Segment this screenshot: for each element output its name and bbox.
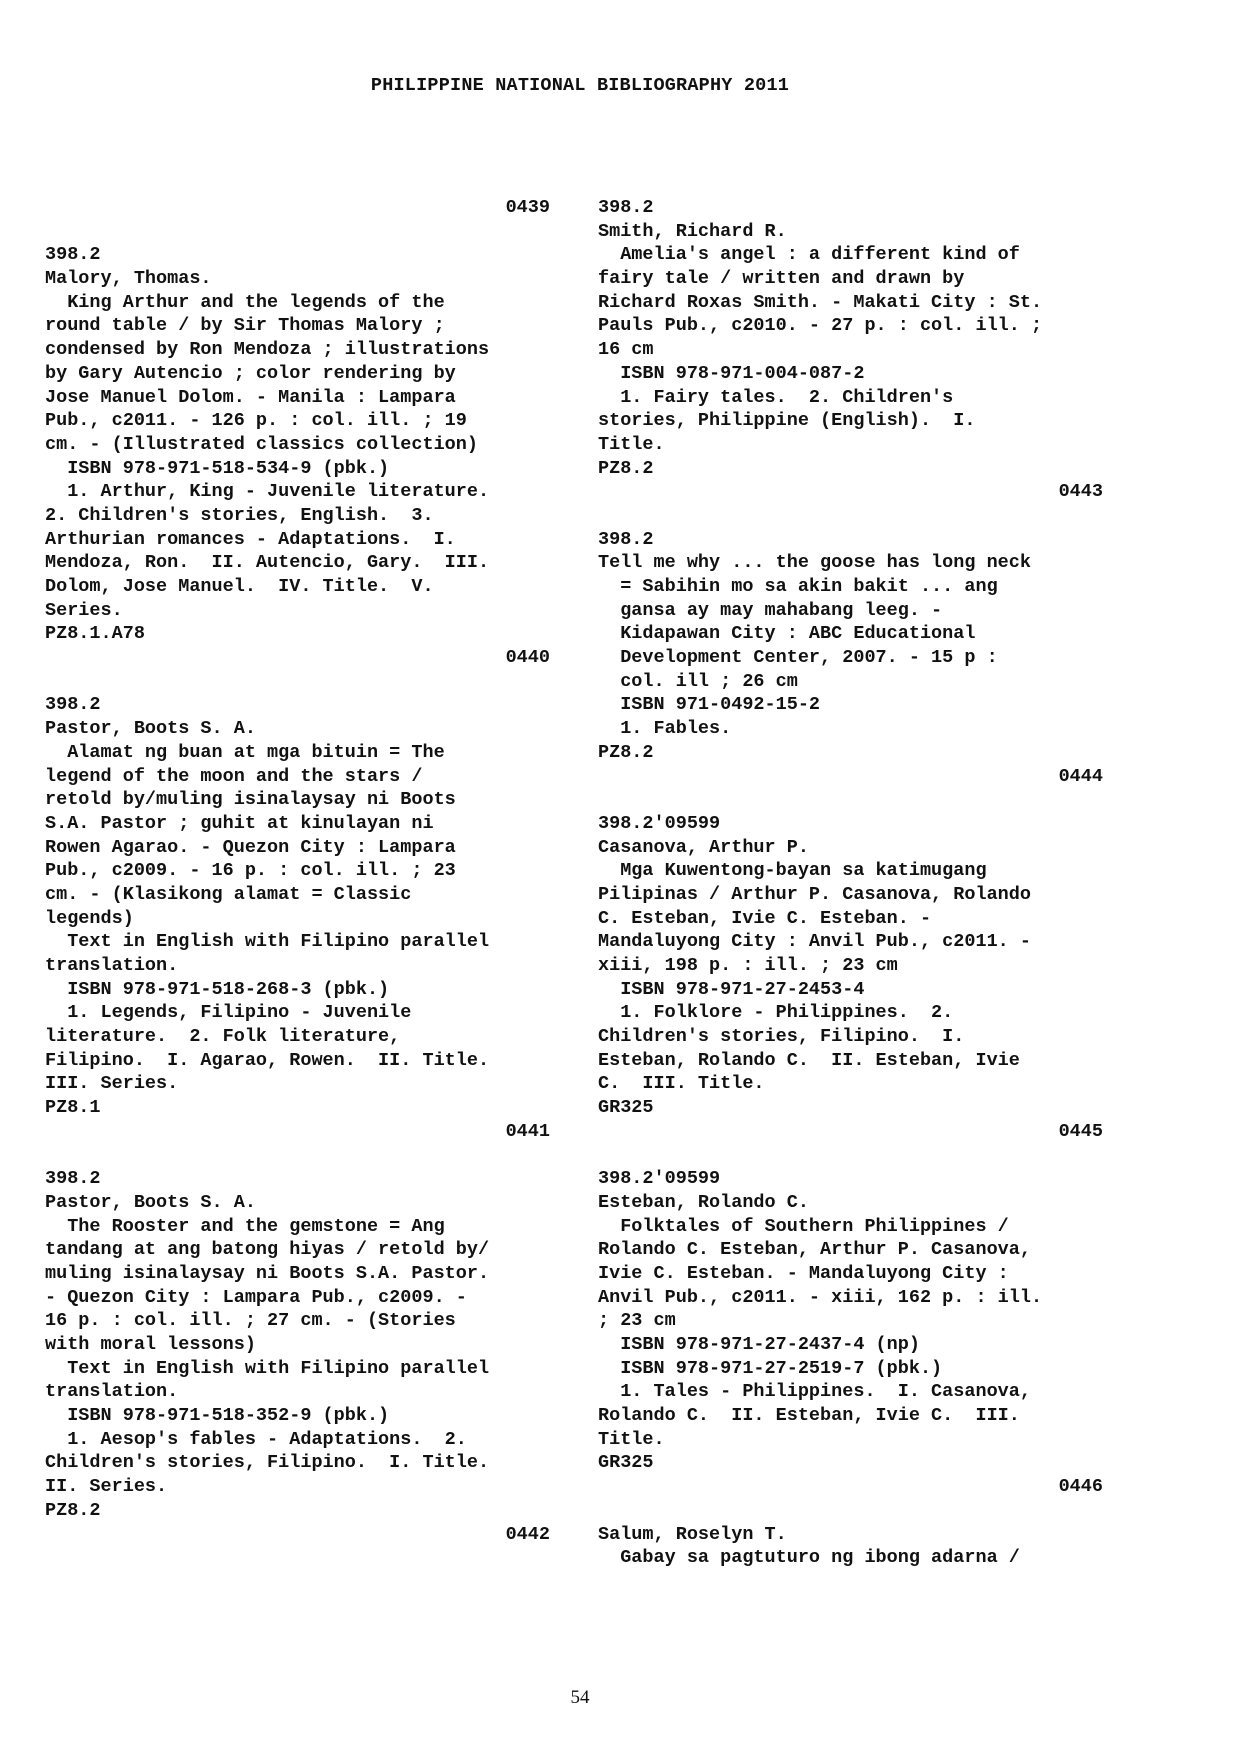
- entry-line: Mga Kuwentong-bayan sa katimugang: [598, 860, 987, 882]
- entry-line: Smith, Richard R.: [598, 220, 787, 242]
- entry-line: 398.2'09599: [598, 812, 721, 834]
- entry-line: cm. - (Klasikong alamat = Classic: [45, 883, 412, 905]
- entry-line: by Gary Autencio ; color rendering by: [45, 362, 456, 384]
- entry-line: - Quezon City : Lampara Pub., c2009. -: [45, 1286, 467, 1308]
- entry-number: 0440: [505, 647, 550, 669]
- entry-line: Jose Manuel Dolom. - Manila : Lampara: [45, 386, 456, 408]
- entry-line: PZ8.2: [598, 457, 654, 479]
- entry-line: 16 p. : col. ill. ; 27 cm. - (Stories: [45, 1310, 456, 1332]
- entry-line: PZ8.1: [45, 1097, 101, 1119]
- entry-line: fairy tale / written and drawn by: [598, 268, 965, 290]
- entry-line: translation.: [45, 955, 179, 976]
- entry-line: Rolando C. Esteban, Arthur P. Casanova,: [598, 1239, 1031, 1261]
- entry-line: = Sabihin mo sa akin bakit ... ang: [598, 576, 998, 597]
- entry-line: PZ8.1.A78: [45, 623, 145, 645]
- entry-line: Esteban, Rolando C.: [598, 1191, 809, 1213]
- entry-line: Dolom, Jose Manuel. IV. Title. V.: [45, 576, 434, 597]
- entry-line: Ivie C. Esteban. - Mandaluyong City :: [598, 1262, 1009, 1284]
- entry-line: Title.: [598, 1428, 665, 1450]
- left-column: [45, 196, 550, 1546]
- entry-line: Alamat ng buan at mga bituin = The: [45, 741, 445, 763]
- entry-line: ISBN 978-971-518-534-9 (pbk.): [45, 457, 390, 479]
- entry-line: 2. Children's stories, English. 3.: [45, 504, 434, 526]
- entry-line: Mandaluyong City : Anvil Pub., c2011. -: [598, 931, 1031, 953]
- entry-line: condensed by Ron Mendoza ; illustrations: [45, 339, 490, 361]
- entry-number: 0441: [505, 1120, 550, 1142]
- right-column: [598, 196, 1103, 1570]
- blank-line: [45, 1144, 550, 1168]
- entry-line: 398.2: [45, 694, 101, 716]
- entry-line: ISBN 978-971-004-087-2: [598, 362, 865, 384]
- entry-line: Salum, Roselyn T.: [598, 1523, 787, 1545]
- entry-line: translation.: [45, 1381, 179, 1403]
- entry-line: 398.2: [598, 197, 654, 218]
- entry-line: ISBN 978-971-27-2453-4: [598, 978, 865, 1000]
- entry-line: Title.: [598, 433, 665, 455]
- entry-line: Rolando C. II. Esteban, Ivie C. III.: [598, 1405, 1020, 1427]
- entry-number: 0446: [1058, 1476, 1103, 1498]
- blank-line: [598, 1499, 1103, 1523]
- entry-line: Malory, Thomas.: [45, 268, 212, 290]
- entry-line: Amelia's angel : a different kind of: [598, 244, 1020, 266]
- entry-line: II. Series.: [45, 1476, 168, 1498]
- entry-line: round table / by Sir Thomas Malory ;: [45, 315, 445, 337]
- entry-line: Rowen Agarao. - Quezon City : Lampara: [45, 836, 456, 858]
- entry-line: 1. Arthur, King - Juvenile literature.: [45, 481, 490, 503]
- entry-line: 1. Tales - Philippines. I. Casanova,: [598, 1381, 1031, 1403]
- entry-line: xiii, 198 p. : ill. ; 23 cm: [598, 955, 898, 976]
- entry-line: King Arthur and the legends of the: [45, 291, 445, 313]
- entry-line: 398.2: [45, 244, 101, 266]
- entry-line: Casanova, Arthur P.: [598, 836, 809, 858]
- entry-line: PZ8.2: [598, 741, 654, 763]
- entry-line: Children's stories, Filipino. I. Title.: [45, 1452, 490, 1474]
- entry-number: 0445: [1058, 1120, 1103, 1142]
- entry-line: Mendoza, Ron. II. Autencio, Gary. III.: [45, 552, 490, 574]
- entry-line: Richard Roxas Smith. - Makati City : St.: [598, 291, 1043, 313]
- entry-line: Folktales of Southern Philippines /: [598, 1215, 1009, 1237]
- entry-line: Anvil Pub., c2011. - xiii, 162 p. : ill.: [598, 1286, 1043, 1308]
- entry-line: III. Series.: [45, 1073, 179, 1095]
- entry-line: legend of the moon and the stars /: [45, 765, 423, 787]
- entry-line: PZ8.2: [45, 1499, 101, 1521]
- entry-line: S.A. Pastor ; guhit at kinulayan ni: [45, 812, 434, 834]
- entry-line: 1. Legends, Filipino - Juvenile: [45, 1002, 412, 1024]
- entry-line: 398.2: [45, 1168, 101, 1190]
- entry-line: ISBN 971-0492-15-2: [598, 694, 821, 716]
- entry-line: Pastor, Boots S. A.: [45, 1191, 256, 1213]
- entry-line: GR325: [598, 1452, 654, 1474]
- entry-line: ; 23 cm: [598, 1310, 676, 1332]
- entry-line: GR325: [598, 1097, 654, 1119]
- blank-line: [45, 670, 550, 694]
- entry-line: Pub., c2011. - 126 p. : col. ill. ; 19: [45, 410, 467, 432]
- entry-line: ISBN 978-971-518-352-9 (pbk.): [45, 1405, 390, 1427]
- entry-number: 0442: [505, 1523, 550, 1545]
- entry-line: 16 cm: [598, 339, 654, 361]
- entry-line: ISBN 978-971-27-2437-4 (np): [598, 1334, 920, 1355]
- entry-line: retold by/muling isinalaysay ni Boots: [45, 789, 456, 811]
- blank-line: [598, 504, 1103, 528]
- entry-line: gansa ay may mahabang leeg. -: [598, 599, 943, 621]
- page-title: PHILIPPINE NATIONAL BIBLIOGRAPHY 2011: [370, 75, 790, 96]
- entry-line: stories, Philippine (English). I.: [598, 410, 976, 432]
- entry-line: Text in English with Filipino parallel: [45, 1357, 490, 1379]
- entry-line: Arthurian romances - Adaptations. I.: [45, 528, 456, 550]
- entry-line: Children's stories, Filipino. I.: [598, 1026, 965, 1048]
- entry-line: 1. Folklore - Philippines. 2.: [598, 1002, 954, 1024]
- entry-line: Kidapawan City : ABC Educational: [598, 623, 976, 645]
- entry-line: The Rooster and the gemstone = Ang: [45, 1215, 445, 1237]
- entry-line: Development Center, 2007. - 15 p :: [598, 647, 998, 669]
- entry-line: tandang at ang batong hiyas / retold by/: [45, 1239, 490, 1261]
- entry-line: muling isinalaysay ni Boots S.A. Pastor.: [45, 1262, 490, 1284]
- entry-line: Pilipinas / Arthur P. Casanova, Rolando: [598, 883, 1031, 905]
- blank-line: [598, 1144, 1103, 1168]
- entry-number: 0439: [505, 197, 550, 218]
- entry-line: Pastor, Boots S. A.: [45, 718, 256, 740]
- entry-line: Text in English with Filipino parallel: [45, 931, 490, 953]
- entry-line: 398.2: [598, 528, 654, 550]
- entry-line: Pauls Pub., c2010. - 27 p. : col. ill. ;: [598, 315, 1043, 337]
- blank-line: [598, 788, 1103, 812]
- blank-line: [45, 220, 550, 244]
- entry-line: col. ill ; 26 cm: [598, 670, 798, 692]
- entry-line: 1. Aesop's fables - Adaptations. 2.: [45, 1428, 467, 1450]
- entry-line: Filipino. I. Agarao, Rowen. II. Title.: [45, 1049, 490, 1071]
- entry-line: 1. Fairy tales. 2. Children's: [598, 386, 954, 408]
- entry-line: Esteban, Rolando C. II. Esteban, Ivie: [598, 1049, 1020, 1071]
- entry-line: Tell me why ... the goose has long neck: [598, 552, 1031, 574]
- entry-line: Series.: [45, 599, 123, 621]
- entry-line: 1. Fables.: [598, 718, 732, 740]
- entry-line: ISBN 978-971-518-268-3 (pbk.): [45, 978, 390, 1000]
- entry-line: with moral lessons): [45, 1334, 256, 1355]
- entry-line: Pub., c2009. - 16 p. : col. ill. ; 23: [45, 860, 456, 882]
- entry-number: 0444: [1058, 765, 1103, 787]
- entry-line: legends): [45, 907, 134, 929]
- entry-line: 398.2'09599: [598, 1168, 721, 1190]
- entry-number: 0443: [1058, 481, 1103, 503]
- page-number: 54: [570, 1687, 590, 1708]
- entry-line: C. Esteban, Ivie C. Esteban. -: [598, 907, 932, 929]
- entry-line: cm. - (Illustrated classics collection): [45, 433, 478, 455]
- entry-line: ISBN 978-971-27-2519-7 (pbk.): [598, 1357, 943, 1379]
- entry-line: literature. 2. Folk literature,: [45, 1026, 401, 1048]
- entry-line: C. III. Title.: [598, 1073, 765, 1095]
- entry-line: Gabay sa pagtuturo ng ibong adarna /: [598, 1547, 1020, 1569]
